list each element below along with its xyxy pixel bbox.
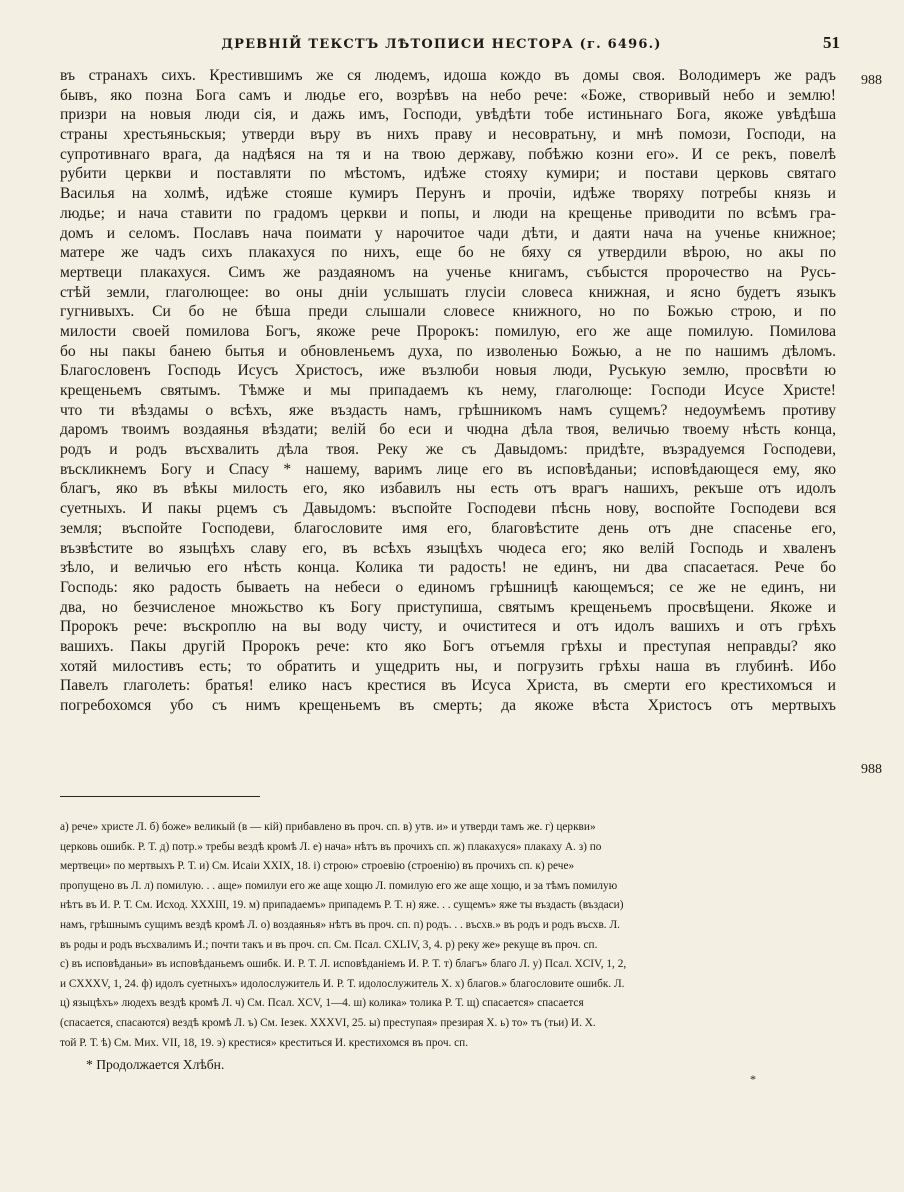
note-line: церковь ошибк. Р. Т. д) потр.» требы вездѣ кромѣ Л. е) нача» нѣтъ въ прочихъ сп. ж) плакахуся» плакаху А. з) по	[60, 840, 602, 853]
text-line: благъ, яко въ вѣкы милость его, яко избавилъ ны есть отъ врагъ нашихъ, рекъше отъ идолъ	[60, 480, 836, 498]
header-title: ДРЕВНІЙ ТЕКСТЪ ЛѢТОПИСИ НЕСТОРА (г. 6496.)	[221, 37, 662, 52]
text-line: бо ны пакы банею бытья и обновленьемъ духа, по изволенью Божью, а не по нашимъ дѣломъ.	[60, 342, 836, 360]
note-line: той Р. Т. ѣ) См. Мих. VII, 18, 19. э) крестися» креститься И. крестихомся въ проч. сп.	[60, 1036, 469, 1049]
text-line: зѣло, и величью его нѣсть конца. Колика ти радость! не единъ, ни два спасаетася. Рече бо	[60, 559, 836, 577]
note-line: (спасается, спасаются) вездѣ кромѣ Л. ъ) См. Iезек. XXXVI, 25. ы) преступая» презирая Х. ь) то» тъ (тьи) И. Х.	[60, 1016, 596, 1029]
text-line: Василья на холмѣ, идѣже стояше кумиръ Перунъ и прочіи, идѣже творяху потребы князь и	[60, 185, 836, 203]
text-line: страны хрестьяньскыя; утверди въру въ нихъ праву и несовратьну, и мнѣ помози, Господи, на	[60, 126, 836, 144]
text-line: Благословенъ Господь Исусъ Христосъ, иже възлюби новыя люди, Руськую землю, просвѣти ю	[60, 362, 836, 380]
note-line: с) въ исповѣданьи» въ исповѣданьемъ ошибк. И. Р. Т. Л. исповѣданіемъ И. Р. Т. т) благъ» благо Л. у) Псал. XCIV, 1, 2,	[60, 958, 627, 971]
text-line: бывъ, яко позна Бога самъ и людье его, возрѣвъ на небо рече: «Боже, створивый небо и землю!	[60, 86, 836, 104]
margin-year-bottom: 988	[861, 762, 882, 777]
text-line: людье; и нача ставити по градомъ церкви и попы, и люди на крещенье приводити по всѣмъ гра-	[60, 204, 836, 222]
text-line: Пророкъ рече: въскроплю на вы воду чисту, и очиститеся и отъ идолъ вашихъ и отъ грѣхъ	[60, 618, 836, 636]
note-line: нѣтъ въ И. Р. Т. См. Исход. XXXIII, 19. м) припадаемъ» припадемъ Р. Т. н) яже. . . сущемъ» яже ты въздасть (въздаси)	[60, 899, 624, 912]
text-line: Павелъ глаголеть: братья! елико насъ крестися въ Исуса Христа, въ смерти его крестихомъся и	[60, 677, 836, 695]
text-line: два, но безчисленое множьство къ Богу приступиша, святымъ крещеньемъ просвѣщени. Якоже и	[60, 598, 836, 616]
text-line: рубити церкви и поставляти по мѣстомъ, идѣже стояху кумири; и постави церковь святаго	[60, 165, 836, 183]
note-line: пропущено въ Л. л) помилую. . . аще» помилуи его же аще хощю Л. помилую его же аще хощю, и за тѣмъ помилую	[60, 879, 618, 892]
note-line: намъ, грѣшнымъ сущимъ вездѣ кромѣ Л. о) воздаянья» нѣтъ въ проч. сп. п) родъ. . . въсхв.» въ родъ и родъ въсхв. Л.	[60, 918, 620, 931]
text-line: въскликнемъ Богу и Спасу * нашему, варимъ лице его въ исповѣданьи; исповѣдающеся ему, яко	[60, 460, 836, 478]
text-line: суетныхъ. И пакы рцемъ съ Давыдомъ: въспойте Господеви пѣснь нову, воспойте Господеви вся	[60, 500, 836, 518]
note-line: мертвеци» по мертвыхъ Р. Т. и) См. Исаіи XXIX, 18. і) строю» строевію (строенію) въ прочихъ сп. к) рече»	[60, 860, 575, 873]
text-line: стѣй земли, глаголющее: во оны дніи услышать глусіи словеса книжная, и ясно будетъ языкъ	[60, 283, 836, 301]
margin-year-top: 988	[861, 73, 882, 88]
text-line: земля; въспойте Господеви, благословите имя его, благовѣстите день отъ дне спасенье его,	[60, 519, 836, 537]
ornament-star: *	[750, 1072, 756, 1086]
text-line: вашихъ. Пакы другій Пророкъ рече: кто яко Богъ отъемля грѣхы и преступая неправды? яко	[60, 637, 836, 655]
text-line: милости своей помилова Богъ, якоже рече Пророкъ: помилую, его же аще помилую. Помилова	[60, 322, 836, 340]
text-line: въ странахъ сихъ. Крестившимъ же ся людемъ, идоша кождо въ домы своя. Володимеръ же радъ	[60, 67, 836, 84]
text-line: призри на новыя люди сія, и дажь имъ, Господи, увѣдѣти тобе истиньнаго Бога, якоже увѣдѣша	[60, 106, 836, 124]
note-line: въ роды и родъ въсхвалимъ И.; почти такъ и въ проч. сп. См. Псал. CXLIV, 3, 4. р) реку же» рекуще въ проч. сп.	[60, 938, 598, 951]
text-line: что ти вѣздамы о всѣхъ, яже въздасть намъ, грѣшникомъ намъ сущемъ? недоумѣемъ противу	[60, 401, 836, 419]
text-line: домъ и селомъ. Пославъ нача поимати у нарочитое чади дѣти, и даяти нача на ученье книжное;	[60, 224, 836, 242]
running-header	[60, 33, 840, 57]
footnote-rule	[60, 796, 260, 797]
main-text	[60, 66, 836, 716]
text-line: гугнивыхъ. Си бо не бѣша преди слышали словесе книжного, но по Божью строю, и по	[60, 303, 836, 321]
text-line: възвѣстите во языцѣхъ славу его, въ всѣхъ языцѣхъ чюдеса его; яко велій Господь и хваленъ	[60, 539, 836, 557]
note-line: ц) языцѣхъ» людехъ вездѣ кромѣ Л. ч) См. Псал. XCV, 1—4. ш) колика» толика Р. Т. щ) спасается» спасается	[60, 997, 584, 1010]
note-line: и CXXXV, 1, 24. ф) идолъ суетныхъ» идолослужитель И. Р. Т. идолослужитель Х. х) благов.» благословите ошибк. Л.	[60, 977, 625, 990]
text-line: погребохомся убо съ нимъ крещеньемъ въ смерть; да якоже вѣста Христосъ отъ мертвыхъ	[60, 697, 836, 714]
text-line: крещеньемъ святымъ. Тѣмже и мы припадаемъ къ нему, глаголюще: Господи Исусе Христе!	[60, 382, 836, 399]
variant-notes	[60, 818, 840, 1053]
text-line: супротивнаго врага, да надѣяся на тя и на твою державу, побѣжю козни его». И се рекъ, повелѣ	[60, 145, 836, 163]
text-line: Господь: яко радость бываеть на небеси о единомъ грѣшницѣ кающемъся; се же не единъ, ни	[60, 578, 836, 596]
text-line: родъ и родъ въсхвалить дѣла твоя. Реку же съ Давыдомъ: придѣте, възрадуемся Господеви,	[60, 441, 836, 459]
page-number: 51	[823, 33, 840, 52]
footnote: * Продолжается Хлѣбн.	[86, 1057, 225, 1072]
text-line: матере же чадъ сихъ плакахуся по нихъ, еще бо не бяху ся утвердили вѣрою, но акы по	[60, 244, 836, 262]
text-line: хотяй милостивъ есть; то обратить и ущедрить ны, и погрузить грѣхы наша въ глубинѣ. Ибо	[60, 657, 836, 675]
text-line: мертвеци плакахуся. Симъ же раздаяномъ на ученье книгамъ, събыстся пророчество на Русь-	[60, 263, 836, 281]
text-line: даромъ твоимъ воздаянья вѣздати; велій бо еси и чюдна дѣла твоя, величью твоему нѣсть конца,	[60, 421, 836, 439]
note-line: а) рече» христе Л. б) боже» великый (в — кій) прибавлено въ проч. сп. в) утв. и» и утверди тамъ же. г) церкви»	[60, 821, 596, 833]
